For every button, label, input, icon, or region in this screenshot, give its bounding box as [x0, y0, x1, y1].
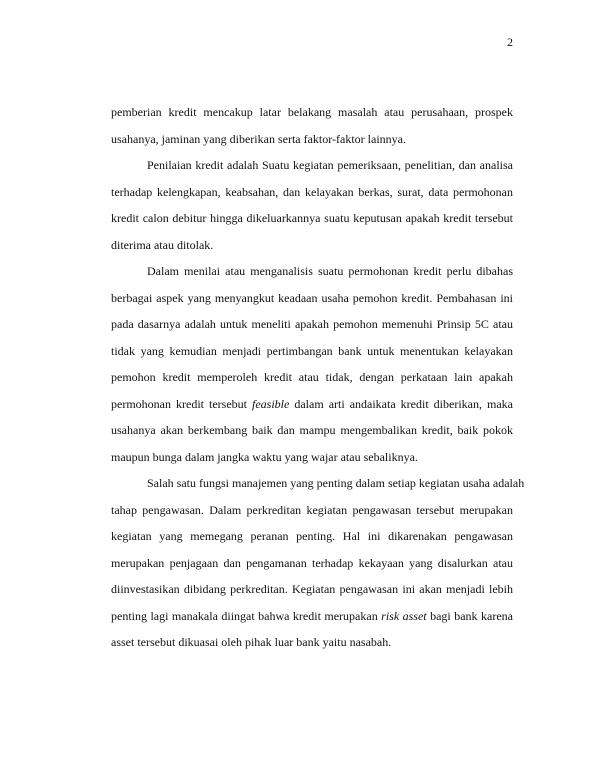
text-line — [111, 99, 513, 126]
text-run: dalam arti andaikata kredit diberikan, maka — [289, 396, 514, 411]
text-line — [111, 629, 513, 656]
text-run: Dalam menilai atau menganalisis suatu permohonan kredit perlu dibahas — [147, 264, 513, 278]
text-run: pada dasarnya adalah untuk meneliti apakah pemohon memenuhi Prinsip 5C atau — [111, 317, 513, 331]
text-line — [111, 126, 513, 153]
text-line — [111, 258, 513, 285]
text-run: pemberian kredit mencakup latar belakang masalah atau perusahaan, prospek — [111, 105, 513, 119]
paragraph — [111, 258, 513, 470]
text-run: maupun bunga dalam jangka waktu yang wajar atau sebaliknya. — [111, 449, 418, 464]
document-body — [111, 99, 525, 656]
text-line — [111, 232, 513, 259]
text-line — [111, 523, 513, 550]
text-run: merupakan penjagaan dan pengamanan terhadap kekayaan yang disalurkan atau — [111, 555, 513, 570]
text-run: pemohon kredit memperoleh kredit atau tidak, dengan perkataan lain apakah — [111, 370, 513, 384]
text-line — [111, 603, 513, 630]
text-line — [111, 550, 513, 577]
text-run: terhadap kelengkapan, keabsahan, dan kelayakan berkas, surat, data permohonan — [111, 184, 513, 199]
text-line — [111, 470, 525, 497]
text-run: tidak yang kemudian menjadi pertimbangan bank untuk menentukan kelayakan — [111, 343, 513, 358]
text-line — [111, 205, 513, 232]
text-line — [111, 179, 513, 206]
paragraph — [111, 470, 525, 656]
text-run: diterima atau ditolak. — [111, 237, 214, 252]
text-line — [111, 311, 513, 338]
text-line — [111, 364, 513, 391]
text-line — [111, 285, 513, 312]
text-run: kredit calon debitur hingga dikeluarkannya suatu keputusan apakah kredit tersebut — [111, 211, 513, 225]
text-line — [111, 391, 513, 418]
text-run: bagi bank karena — [426, 608, 513, 623]
text-run: usahanya, jaminan yang diberikan serta faktor-faktor lainnya. — [111, 131, 406, 146]
text-run: Salah satu fungsi manajemen yang penting dalam setiap kegiatan usaha adalah — [147, 476, 525, 490]
text-run: kegiatan yang memegang peranan penting. Hal ini dikarenakan pengawasan — [111, 529, 513, 543]
text-run: tahap pengawasan. Dalam perkreditan kegiatan pengawasan tersebut merupakan — [111, 502, 513, 517]
text-run: permohonan kredit tersebut — [111, 396, 253, 411]
text-run: penting lagi manakala diingat bahwa kredit merupakan — [111, 608, 382, 623]
text-run: Penilaian kredit adalah Suatu kegiatan pemeriksaan, penelitian, dan analisa — [147, 158, 513, 172]
text-line — [111, 444, 513, 471]
text-run: usahanya akan berkembang baik dan mampu mengembalikan kredit, baik pokok — [111, 423, 513, 437]
text-run: berbagai aspek yang menyangkut keadaan usaha pemohon kredit. Pembahasan ini — [111, 290, 513, 305]
text-run: diinvestasikan dibidang perkreditan. Kegiatan pengawasan ini akan menjadi lebih — [111, 582, 513, 596]
paragraph — [111, 99, 513, 152]
text-run: asset tersebut dikuasai oleh pihak luar bank yaitu nasabah. — [111, 635, 392, 649]
text-line — [111, 497, 513, 524]
text-line — [111, 338, 513, 365]
text-line — [111, 417, 513, 444]
text-line — [111, 576, 513, 603]
italic-term: feasible — [252, 396, 290, 411]
text-line — [111, 152, 513, 179]
page-number: 2 — [507, 35, 513, 49]
italic-term: risk asset — [381, 608, 427, 623]
paragraph — [111, 152, 513, 258]
